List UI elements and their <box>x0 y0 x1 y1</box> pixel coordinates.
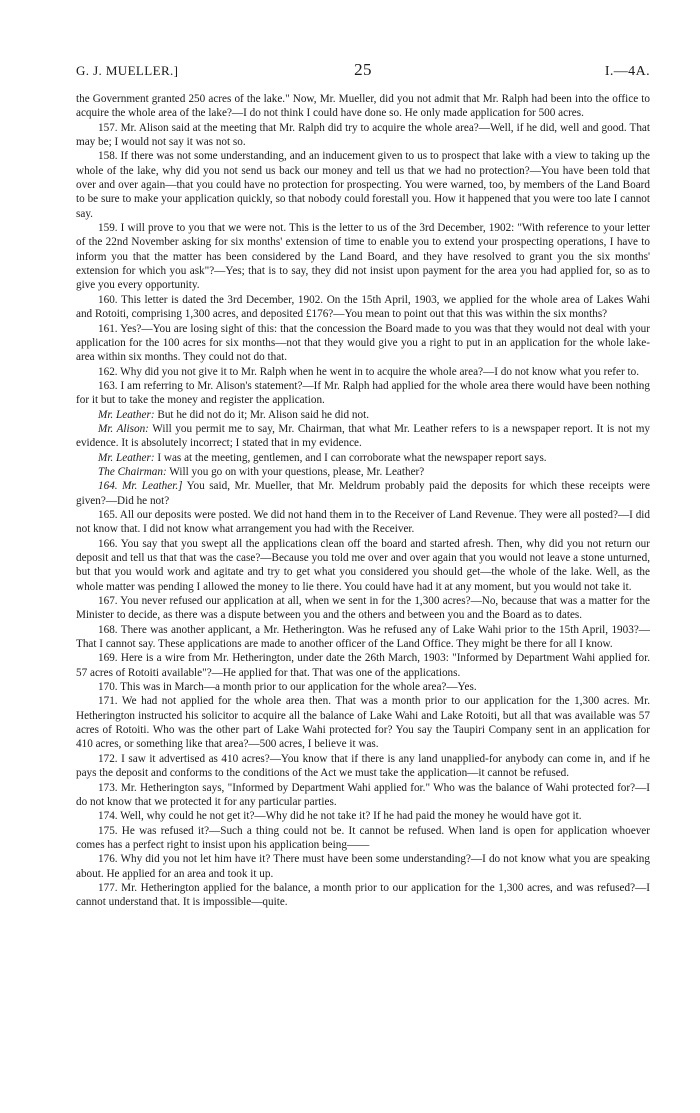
testimony-paragraph <box>76 379 650 408</box>
paragraph-text: 174. Well, why could he not get it?—Why did he not take it? If he had paid the money he would have got it. <box>98 810 582 823</box>
paragraph-text: 158. If there was not some understanding, and an inducement given to us to prospect that lake with a view to taking up the whole of the lake, why did you not send us back our money and tell us that we had no protection?—You have been told that over and over again—that you could have no protection for prospecting. You were warned, too, by members of the Land Board to be sure to make your application quickly, so that nobody could forestall you. How it happened that you were too late I cannot say. <box>76 150 650 220</box>
testimony-paragraph <box>76 451 650 465</box>
paragraph-text: 177. Mr. Hetherington applied for the balance, a month prior to our application for the 1,300 acres, and was refused?—I cannot understand that. It is impossible—quite. <box>76 881 650 909</box>
speaker-label: Mr. Alison: <box>98 422 149 435</box>
paragraph-text: 167. You never refused our application at all, when we sent in for the 1,300 acres?—No, because that was a matter for the Minister to decide, as there was a dispute between you and the others and between you and the Board as to dates. <box>76 595 650 622</box>
paragraph-text: 170. This was in March—a month prior to our application for the whole area?—Yes. <box>98 681 477 694</box>
testimony-paragraph <box>76 121 650 150</box>
testimony-paragraph <box>76 508 650 537</box>
paragraph-text: 161. Yes?—You are losing sight of this: that the concession the Board made to you was that they would not deal with your application for the 100 acres for six months—not that they would give you a right to put in an application for the whole lake-area within six months. They could not do that. <box>76 322 650 364</box>
page-header <box>76 60 650 82</box>
testimony-paragraph <box>76 651 650 680</box>
testimony-paragraph <box>76 221 650 293</box>
paper-reference: I.—4A. <box>604 64 650 79</box>
paragraph-text: You said, Mr. Mueller, that Mr. Meldrum probably paid the deposits for which these receipts were given?—Did he not? <box>76 480 650 507</box>
testimony-paragraph <box>76 537 650 594</box>
testimony-paragraph <box>76 465 650 479</box>
paragraph-text: But he did not do it; Mr. Alison said he did not. <box>154 408 369 421</box>
testimony-paragraph <box>76 623 650 652</box>
testimony-paragraph <box>76 852 650 881</box>
paragraph-text: 168. There was another applicant, a Mr. Hetherington. Was he refused any of Lake Wahi prior to the 15th April, 1903?—That I cannot say. These applications are made to another officer of the Land Office. They might be there for all I know. <box>76 623 650 651</box>
speaker-label: 164. Mr. Leather.] <box>98 480 183 493</box>
paragraph-text: 165. All our deposits were posted. We did not hand them in to the Receiver of Land Revenue. They were all posted?—I did not know that. I did not know what arrangement you had with the Receiver. <box>76 508 650 536</box>
paragraph-text: 176. Why did you not let him have it? There must have been some understanding?—I do not know what you are speaking about. He applied for an area and took it up. <box>76 853 650 880</box>
document-body <box>76 92 650 910</box>
paragraph-text: I was at the meeting, gentlemen, and I can corroborate what the newspaper report says. <box>154 451 547 464</box>
page-number: 25 <box>354 60 372 79</box>
testimony-paragraph <box>76 322 650 365</box>
paragraph-text: 166. You say that you swept all the applications clean off the board and started afresh. Then, why did you not return our deposit and tell us that that was the case?—Because you told me over and over again that you would not leave a stone unturned, but that you would work and agitate and try to get what you considered you should get—the whole of the lake. Well, as the whole matter was pending I allowed the money to lie there. You could have had it at any moment, but you would not take it. <box>76 537 650 593</box>
testimony-paragraph <box>76 479 650 508</box>
paragraph-text: 171. We had not applied for the whole area then. That was a month prior to our application for the 1,300 acres. Mr. Hetherington instructed his solicitor to acquire all the balance of Lake Wahi and Lake Rotoiti, but all that was available was 57 acres of Rotoiti. Who was the other part of Lake Wahi protected for? You say the Taupiri Company sent in an application for 410 acres, or something like that area?—500 acres, I believe it was. <box>76 695 650 751</box>
speaker-label: Mr. Leather: <box>98 451 155 464</box>
testimony-paragraph <box>76 824 650 853</box>
speaker-label: The Chairman: <box>98 465 167 478</box>
witness-name: G. J. MUELLER.] <box>76 63 179 78</box>
paragraph-text: 169. Here is a wire from Mr. Hetherington, under date the 26th March, 1903: "Informed by Department Wahi applied for. 57 acres of Rotoiti available"?—He applied for that. That was one of the applications. <box>76 652 650 679</box>
testimony-paragraph <box>76 408 650 422</box>
paragraph-text: Will you go on with your questions, please, Mr. Leather? <box>166 465 425 478</box>
paragraph-text: 160. This letter is dated the 3rd December, 1902. On the 15th April, 1903, we applied for the whole area of Lakes Wahi and Rotoiti, comprising 1,300 acres, and deposited £176?—You mean to point out that this was within the six months? <box>76 293 650 321</box>
testimony-paragraph <box>76 694 650 751</box>
testimony-paragraph <box>76 594 650 623</box>
testimony-paragraph <box>76 365 650 379</box>
testimony-paragraph <box>76 422 650 451</box>
paragraph-text: 173. Mr. Hetherington says, "Informed by Department Wahi applied for." Who was the balance of Wahi protected for?—I do not know that we protected it for any particular parties. <box>76 781 650 808</box>
testimony-paragraph <box>76 149 650 221</box>
paragraph-text: Will you permit me to say, Mr. Chairman, that what Mr. Leather refers to is a newspaper report. It is not my evidence. It is absolutely incorrect; I stated that in my evidence. <box>76 422 651 450</box>
testimony-paragraph <box>76 809 650 823</box>
testimony-paragraph <box>76 781 650 810</box>
paragraph-text: 163. I am referring to Mr. Alison's statement?—If Mr. Ralph had applied for the whole area there would have been nothing for it but to take the money and register the application. <box>76 379 650 407</box>
testimony-paragraph <box>76 881 650 910</box>
paragraph-text: the Government granted 250 acres of the lake." Now, Mr. Mueller, did you not admit that Mr. Ralph had been into the office to acquire the whole area of the lake?—I do not think I could have done so. He only made application for 500 acres. <box>76 93 650 120</box>
testimony-paragraph <box>76 680 650 694</box>
testimony-paragraph <box>76 752 650 781</box>
paragraph-text: 162. Why did you not give it to Mr. Ralph when he went in to acquire the whole area?—I do not know what you refer to. <box>98 365 640 378</box>
paragraph-text: 172. I saw it advertised as 410 acres?—You know that if there is any land unapplied-for anybody can come in, and if he pays the deposit and conforms to the conditions of the Act we must take the application—it cannot be refused. <box>76 752 650 780</box>
speaker-label: Mr. Leather: <box>98 408 155 421</box>
paragraph-text: 157. Mr. Alison said at the meeting that Mr. Ralph did try to acquire the whole area?—Well, if he did, well and good. That may be; I would not say it was not so. <box>76 121 650 149</box>
testimony-paragraph <box>76 92 650 121</box>
paragraph-text: 159. I will prove to you that we were not. This is the letter to us of the 3rd December, 1902: "With reference to your letter of the 22nd November asking for six months' extension of time to enable you to extend your prospecting operations, I have to inform you that the matter has been considered by the Land Board, and they have resolved to grant you the six months' extension for which you ask"?—Yes; that is to say, they did not insist upon payment for the area you had applied for, so as to give you every opportunity. <box>76 222 650 292</box>
testimony-paragraph <box>76 293 650 322</box>
paragraph-text: 175. He was refused it?—Such a thing could not be. It cannot be refused. When land is open for application whoever comes has a perfect right to insist upon his application being—— <box>76 824 650 851</box>
